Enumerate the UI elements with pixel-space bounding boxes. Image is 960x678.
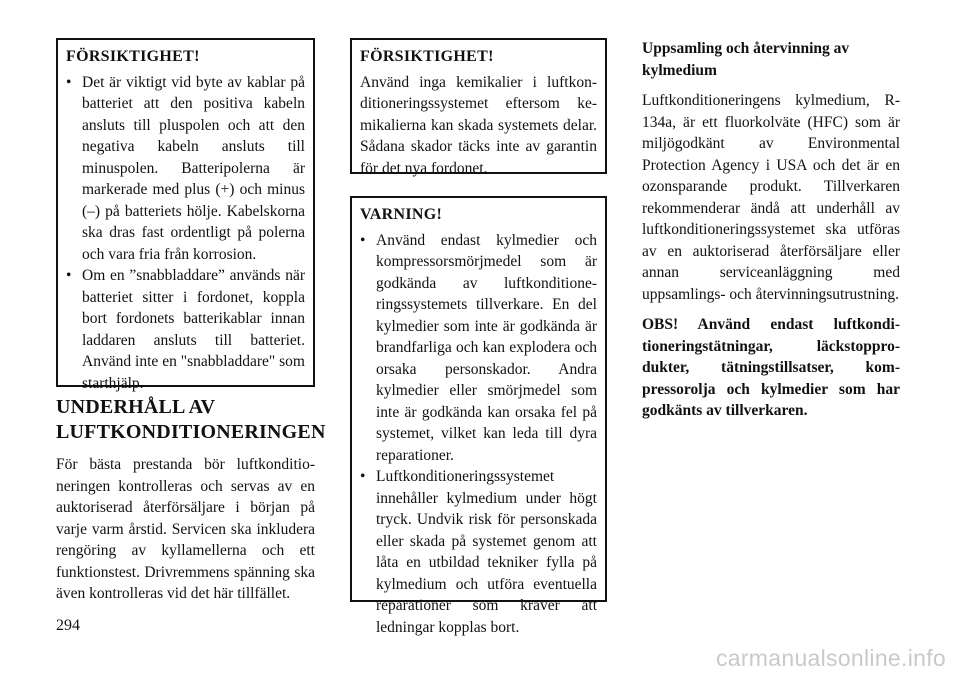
warning-list [360, 230, 597, 639]
subsection-heading-refrigerant-recovery: Uppsamling och återvinning av kylmedium [642, 40, 850, 79]
caution-item: • Om en ”snabbladdare” används när batteriet sitter i fordonet, koppla bort fordonets batterikablar innan laddaren ansluts till batteriet. Använd inte en "snabbladdare" som starthjälp. [66, 265, 305, 394]
column-middle [350, 38, 607, 636]
caution-box-chemicals [350, 38, 607, 177]
body-paragraph: För bästa prestanda bör luftkonditioneringen kontrolleras och servas av en auktoriserad återförsäljare i början på varje varm årstid. Servicen ska inkludera rengöring av kyllamellerna och ett funktionstest. Drivremmens spänning ska även kontrolleras vid det här tillfället. [56, 456, 315, 602]
warning-item: • Använd endast kylmedier och kompressorsmörjmedel som är godkända av luftkonditioneringssystemets tillverkare. En del kylmedier som inte är godkända är brandfarliga och kan explodera och orsaka personskador. Andra kylmedier eller smörjmedel som inte är godkända kan orsaka fel på systemet, vilket kan leda till dyra reparationer. [360, 230, 597, 467]
watermark: carmanualsonline.info [715, 645, 946, 671]
warning-item: • Luftkonditioneringssystemet innehåller kylmedium under högt tryck. Undvik risk för personskada eller skada på systemet genom att låta en utbildad tekniker fylla på kylmedium och utföra eventuella reparationer som kräver att ledningar kopplas bort. [360, 466, 597, 638]
caution-title: FÖRSIKTIGHET! [360, 48, 494, 65]
caution-text: Använd inga kemikalier i luftkonditioneringssystemet eftersom kemikalierna kan skada systemets delar. Sådana skador täcks inte av garantin för det nya fordonet. [360, 73, 597, 177]
caution-box-battery [56, 38, 315, 392]
body-paragraph: Luftkonditioneringens kylmedium, R-134a, är ett fluorkolväte (HFC) som är miljögodkänt av Environmental Protection Agency i USA och det är en ozonsparande produkt. Tillverkaren rekommenderar ändå att underhåll av luftkonditioneringssystemet ska utföras av en auktoriserad återförsäljare eller annan serviceanläggning med uppsamlings- och återvinningsutrustning. [642, 92, 900, 303]
note-paragraph: OBS! Använd endast luftkonditioneringstätningar, läckstopprodukter, tätningstillsatser, kompressorolja och kylmedier som har godkänts av tillverkaren. [642, 316, 900, 419]
caution-item: • Det är viktigt vid byte av kablar på batteriet att den positiva kabeln ansluts till pluspolen och att den negativa kabeln ansluts till minuspolen. Batteripolerna är markerade med plus (+) och minus (–) på batteriets hölje. Kabelskorna ska dras fast ordentligt på polerna och vara fria från korrosion. [66, 72, 305, 266]
section-heading-ac-maintenance: UNDERHÅLL AV LUFTKONDITIONERINGEN [56, 396, 326, 443]
warning-title: VARNING! [360, 206, 443, 223]
caution-list [66, 72, 305, 395]
caution-title: FÖRSIKTIGHET! [66, 48, 200, 65]
warning-box-refrigerant [350, 196, 607, 636]
column-right [642, 38, 900, 422]
column-left [56, 38, 326, 605]
page-number: 294 [56, 617, 80, 634]
